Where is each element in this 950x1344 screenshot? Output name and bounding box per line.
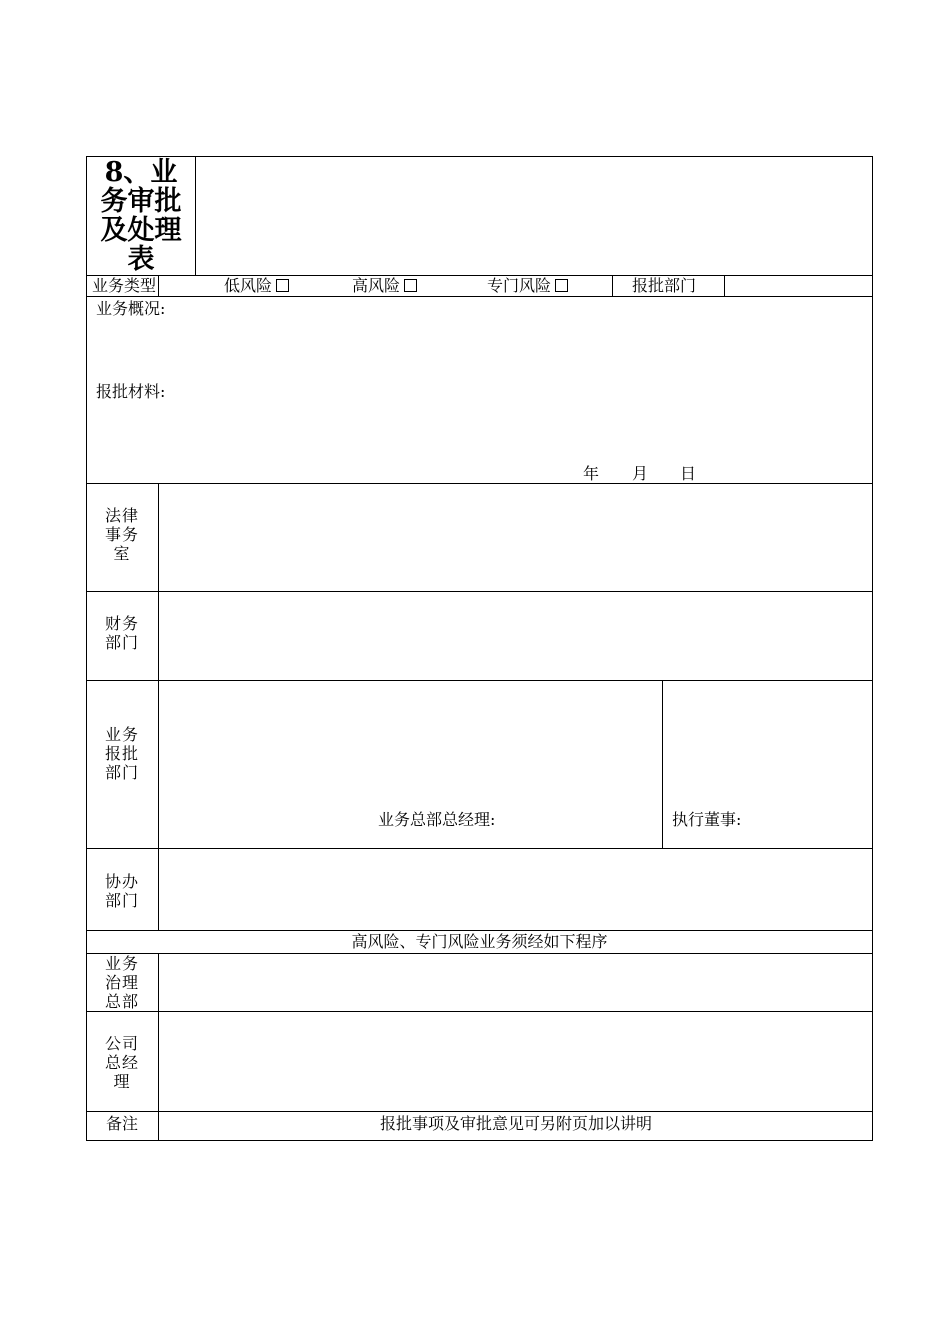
submitting-dept-section-label: 业务 报批 部门 — [104, 725, 139, 782]
remarks-label: 备注 — [105, 1114, 138, 1133]
col-divider — [612, 275, 613, 297]
executive-director-signature-label: 执行董事: — [672, 810, 742, 829]
date-month: 月 — [632, 464, 649, 483]
row-divider — [86, 1111, 873, 1112]
date-day: 日 — [680, 464, 697, 483]
low-risk-option[interactable] — [224, 277, 289, 295]
finance-dept-label: 财务 部门 — [104, 614, 139, 652]
form-title-line: 务审批 — [100, 186, 182, 217]
title-content-cell[interactable] — [196, 157, 872, 275]
business-summary-label: 业务概况: — [96, 299, 166, 318]
form-title-line: 及处理 — [100, 215, 182, 246]
business-type-label: 业务类型 — [92, 276, 157, 295]
legal-office-opinion-cell[interactable] — [159, 484, 872, 591]
general-manager-signature-label: 业务总部总经理: — [378, 810, 496, 829]
assisting-dept-opinion-cell[interactable] — [159, 849, 872, 930]
company-gm-opinion-cell[interactable] — [159, 1012, 872, 1111]
submitting-dept-label: 报批部门 — [632, 276, 697, 295]
low-risk-checkbox[interactable] — [276, 279, 289, 292]
company-gm-label: 公司 总经 理 — [104, 1034, 139, 1091]
remarks-text: 报批事项及审批意见可另附页加以讲明 — [379, 1114, 652, 1133]
legal-office-label: 法律 事务 室 — [104, 506, 139, 563]
submission-materials-label: 报批材料: — [96, 382, 166, 401]
special-risk-option[interactable] — [487, 277, 568, 295]
special-risk-checkbox[interactable] — [555, 279, 568, 292]
form-title — [88, 158, 194, 274]
governance-hq-opinion-cell[interactable] — [159, 954, 872, 1011]
high-risk-option[interactable] — [352, 277, 417, 295]
special-risk-label: 专门风险 — [487, 276, 552, 295]
form-title-line: 表 — [127, 244, 155, 275]
form-title-line: 8、业 — [104, 157, 178, 188]
governance-hq-label: 业务 治理 总部 — [104, 954, 139, 1011]
date-year: 年 — [583, 464, 600, 483]
col-divider — [158, 275, 159, 297]
submitting-dept-field[interactable] — [725, 276, 872, 296]
row-divider — [86, 930, 873, 931]
procedure-note: 高风险、专门风险业务须经如下程序 — [351, 932, 608, 951]
high-risk-checkbox[interactable] — [404, 279, 417, 292]
low-risk-label: 低风险 — [224, 276, 273, 295]
finance-dept-opinion-cell[interactable] — [159, 592, 872, 680]
assisting-dept-label: 协办 部门 — [104, 872, 139, 910]
row-divider — [86, 296, 873, 297]
high-risk-label: 高风险 — [352, 276, 401, 295]
